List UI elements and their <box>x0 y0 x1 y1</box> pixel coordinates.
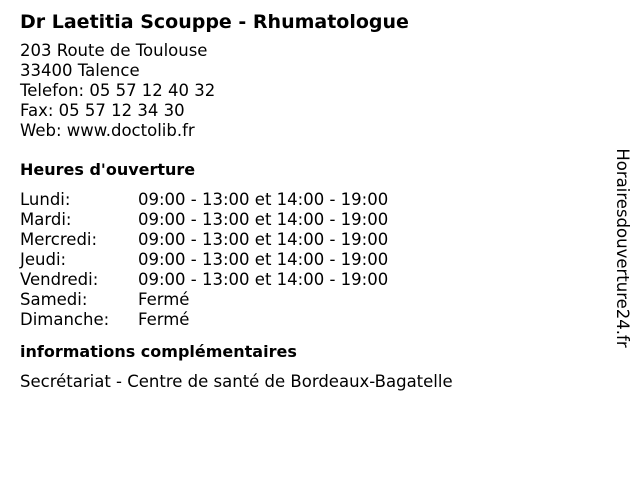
day-label: Mardi: <box>20 210 72 229</box>
day-label: Samedi: <box>20 290 88 309</box>
phone-number: Telefon: 05 57 12 40 32 <box>20 81 216 100</box>
additional-info-text: Secrétariat - Centre de santé de Bordeaux-Bagatelle <box>20 372 453 391</box>
hours-row-saturday <box>20 290 590 310</box>
hours-value: 09:00 - 13:00 et 14:00 - 19:00 <box>138 270 389 289</box>
day-label: Mercredi: <box>20 230 98 249</box>
day-label: Dimanche: <box>20 310 110 329</box>
website: Web: www.doctolib.fr <box>20 121 195 140</box>
hours-row-sunday <box>20 310 590 330</box>
day-label: Vendredi: <box>20 270 99 289</box>
hours-value: 09:00 - 13:00 et 14:00 - 19:00 <box>138 250 389 269</box>
contact-block <box>20 41 590 141</box>
day-label: Jeudi: <box>20 250 67 269</box>
page-title: Dr Laetitia Scouppe - Rhumatologue <box>20 11 409 33</box>
fax-number: Fax: 05 57 12 34 30 <box>20 101 185 120</box>
address-city: 33400 Talence <box>20 61 140 80</box>
address-street: 203 Route de Toulouse <box>20 41 208 60</box>
hours-value: Fermé <box>138 290 190 309</box>
hours-row-tuesday <box>20 210 590 230</box>
hours-row-friday <box>20 270 590 290</box>
hours-value: Fermé <box>138 310 190 329</box>
additional-info-heading: informations complémentaires <box>20 342 297 361</box>
day-label: Lundi: <box>20 190 71 209</box>
practice-card <box>20 10 590 392</box>
hours-row-thursday <box>20 250 590 270</box>
hours-row-wednesday <box>20 230 590 250</box>
hours-value: 09:00 - 13:00 et 14:00 - 19:00 <box>138 230 389 249</box>
hours-row-monday <box>20 190 590 210</box>
site-watermark: Horairesdouverture24.fr <box>613 148 632 348</box>
hours-value: 09:00 - 13:00 et 14:00 - 19:00 <box>138 210 389 229</box>
opening-hours-table <box>20 190 590 330</box>
opening-hours-heading: Heures d'ouverture <box>20 160 196 179</box>
hours-value: 09:00 - 13:00 et 14:00 - 19:00 <box>138 190 389 209</box>
